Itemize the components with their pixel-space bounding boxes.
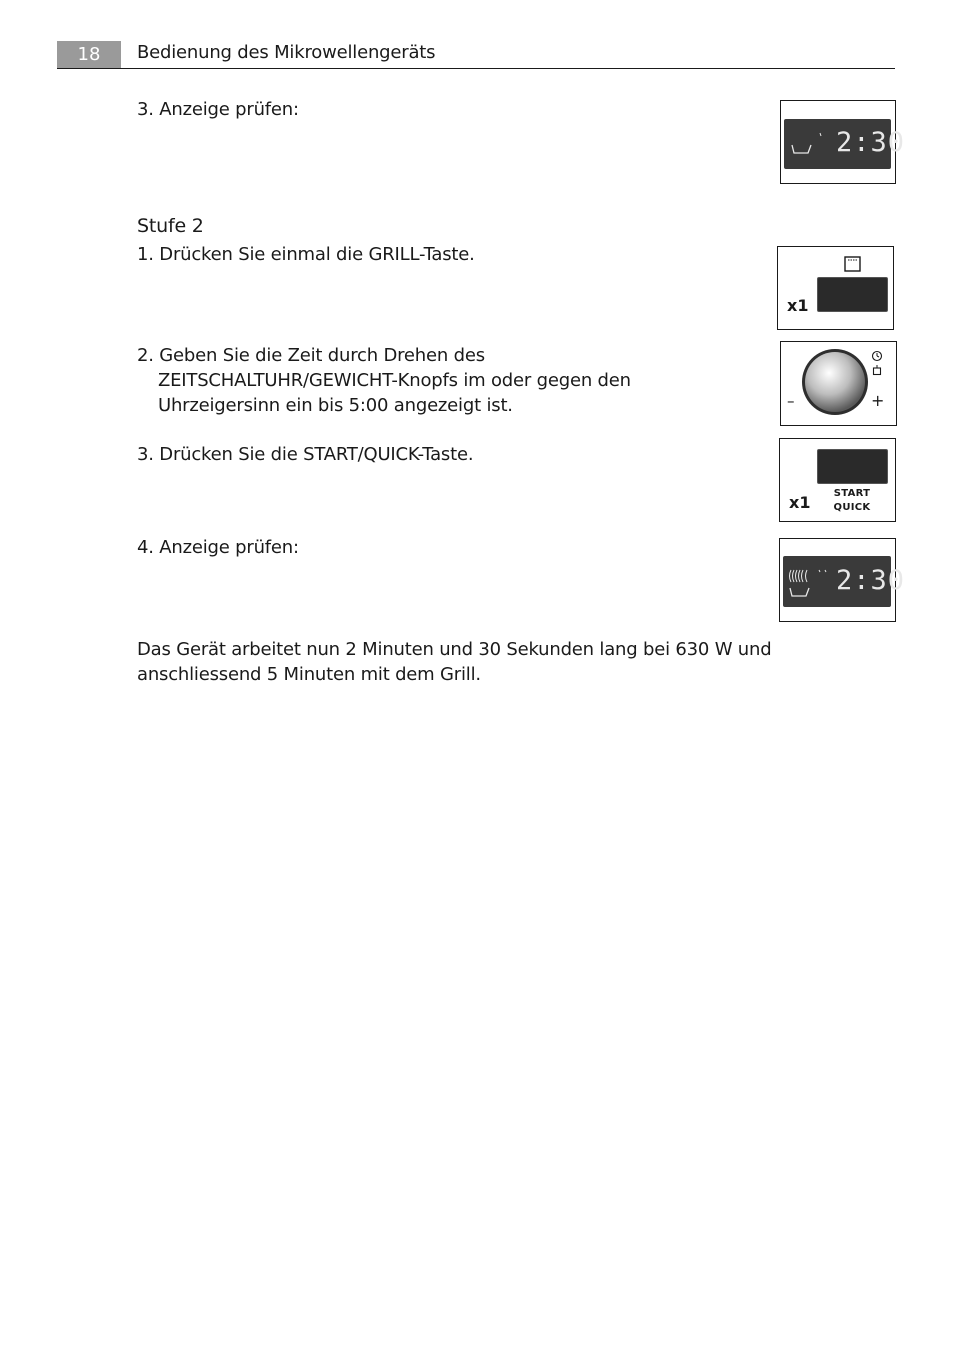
header-divider — [57, 68, 895, 69]
lcd-display-1 — [784, 119, 906, 169]
grill-button — [817, 277, 888, 312]
step-press-grill: 1. Drücken Sie einmal die GRILL-Taste. — [137, 244, 475, 265]
section-heading-stufe-2: Stufe 2 — [137, 215, 204, 237]
quick-label: QUICK — [833, 502, 871, 513]
knob-figure — [780, 341, 897, 426]
step-press-start: 3. Drücken Sie die START/QUICK-Taste. — [137, 444, 474, 465]
step-set-time-line-3: Uhrzeigersinn ein bis 5:00 angezeigt ist. — [158, 395, 513, 416]
page-number: 18 — [57, 41, 121, 68]
weight-icon — [871, 364, 883, 376]
display-time-1: 2:30 — [836, 127, 906, 158]
press-count-grill: x1 — [787, 296, 809, 315]
display-figure-2 — [779, 538, 906, 622]
start-label: START — [833, 488, 871, 499]
summary-paragraph: Das Gerät arbeitet nun 2 Minuten und 30 Sekunden lang bei 630 W und anschliessend 5 Minuten mit dem Grill. — [137, 639, 772, 685]
step-set-time-line-1: 2. Geben Sie die Zeit durch Drehen des — [137, 345, 485, 366]
step-check-display-2: 4. Anzeige prüfen: — [137, 537, 299, 558]
start-quick-button — [817, 449, 888, 484]
start-button-figure — [779, 438, 896, 522]
step-set-time-line-2: ZEITSCHALTUHR/GEWICHT-Knopfs im oder gegen den — [158, 370, 631, 391]
lcd-display-2 — [783, 556, 906, 607]
step-check-display-1: 3. Anzeige prüfen: — [137, 99, 299, 120]
press-count-start: x1 — [789, 493, 811, 512]
display-time-2: 2:30 — [836, 565, 906, 596]
knob-minus-label: – — [787, 392, 795, 410]
clock-icon — [871, 350, 883, 362]
grill-icon — [844, 256, 862, 272]
display-figure-1 — [780, 100, 906, 184]
grill-button-figure — [777, 246, 894, 330]
knob-plus-label: + — [871, 391, 885, 410]
page-header-title: Bedienung des Mikrowellengeräts — [137, 42, 436, 63]
